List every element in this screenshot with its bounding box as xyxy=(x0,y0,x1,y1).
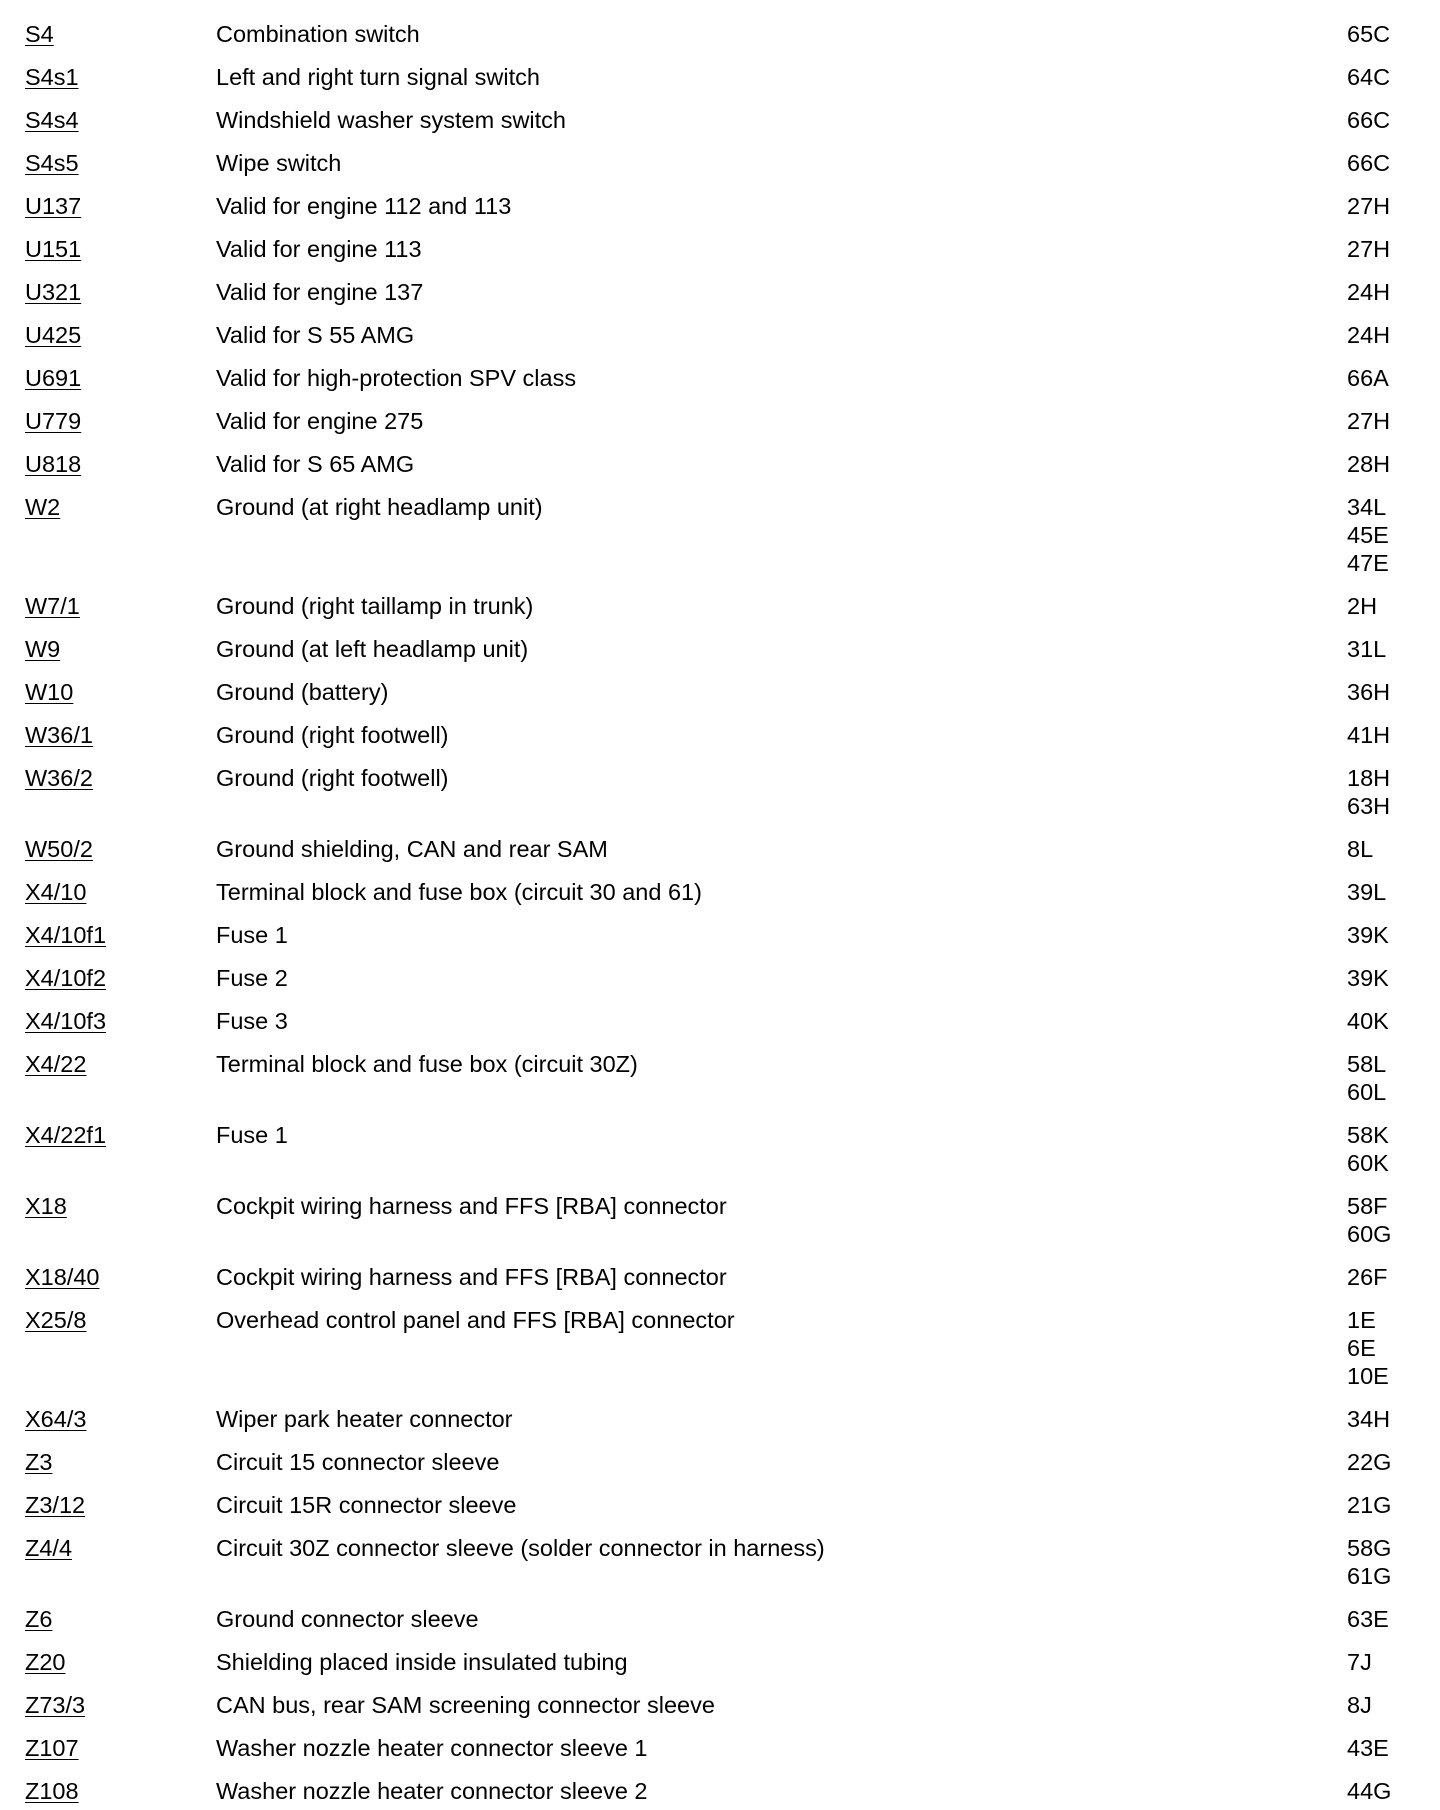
component-description: Fuse 3 xyxy=(216,1008,288,1034)
grid-location: 58G xyxy=(1347,1535,1392,1561)
grid-locations xyxy=(1347,1534,1437,1590)
component-code-link[interactable]: Z20 xyxy=(25,1649,66,1675)
component-code-link[interactable]: Z107 xyxy=(25,1735,79,1761)
grid-location: 39K xyxy=(1347,965,1389,991)
grid-locations xyxy=(1347,1605,1437,1633)
grid-location: 31L xyxy=(1347,636,1387,662)
grid-location: 26F xyxy=(1347,1264,1388,1290)
component-code-link[interactable]: X4/22 xyxy=(25,1051,87,1077)
grid-locations xyxy=(1347,149,1437,177)
grid-location: 24H xyxy=(1347,279,1391,305)
component-code-link[interactable]: X4/10f1 xyxy=(25,922,107,948)
component-code-link[interactable]: W9 xyxy=(25,636,61,662)
grid-location: 58K xyxy=(1347,1122,1389,1148)
component-description: Washer nozzle heater connector sleeve 1 xyxy=(216,1735,648,1761)
component-description: Terminal block and fuse box (circuit 30Z) xyxy=(216,1051,638,1077)
grid-location: 10E xyxy=(1347,1363,1389,1389)
component-code-link[interactable]: W10 xyxy=(25,679,74,705)
grid-locations xyxy=(1347,1007,1437,1035)
grid-locations xyxy=(1347,1691,1437,1719)
component-description: Ground (battery) xyxy=(216,679,389,705)
grid-location: 8J xyxy=(1347,1692,1372,1718)
grid-locations xyxy=(1347,450,1437,478)
component-description: Ground (at left headlamp unit) xyxy=(216,636,529,662)
component-code-link[interactable]: Z3 xyxy=(25,1449,53,1475)
grid-locations xyxy=(1347,235,1437,263)
grid-location: 63H xyxy=(1347,793,1391,819)
grid-location: 36H xyxy=(1347,679,1391,705)
component-description: Ground (right footwell) xyxy=(216,722,449,748)
component-code-link[interactable]: S4s5 xyxy=(25,150,79,176)
grid-location: 40K xyxy=(1347,1008,1389,1034)
grid-location: 34H xyxy=(1347,1406,1391,1432)
grid-location: 22G xyxy=(1347,1449,1392,1475)
component-code-link[interactable]: X18/40 xyxy=(25,1264,100,1290)
component-description: Valid for S 55 AMG xyxy=(216,322,415,348)
grid-location: 6E xyxy=(1347,1335,1376,1361)
component-description: Valid for engine 137 xyxy=(216,279,424,305)
component-description: Ground shielding, CAN and rear SAM xyxy=(216,836,608,862)
grid-location: 43E xyxy=(1347,1735,1389,1761)
grid-location: 66C xyxy=(1347,150,1391,176)
grid-locations xyxy=(1347,1050,1437,1106)
component-description: Valid for engine 112 and 113 xyxy=(216,193,512,219)
component-code-link[interactable]: Z6 xyxy=(25,1606,53,1632)
component-description: Ground (right taillamp in trunk) xyxy=(216,593,534,619)
grid-locations xyxy=(1347,1121,1437,1177)
grid-location: 60L xyxy=(1347,1079,1387,1105)
component-code-link[interactable]: U425 xyxy=(25,322,82,348)
component-code-link[interactable]: X18 xyxy=(25,1193,67,1219)
grid-location: 21G xyxy=(1347,1492,1392,1518)
component-code-link[interactable]: W50/2 xyxy=(25,836,93,862)
grid-location: 63E xyxy=(1347,1606,1389,1632)
grid-location: 58F xyxy=(1347,1193,1388,1219)
component-code-link[interactable]: U691 xyxy=(25,365,82,391)
component-description: Circuit 15R connector sleeve xyxy=(216,1492,517,1518)
grid-locations xyxy=(1347,592,1437,620)
component-code-link[interactable]: X64/3 xyxy=(25,1406,87,1432)
component-code-link[interactable]: S4 xyxy=(25,21,54,47)
component-description: Ground connector sleeve xyxy=(216,1606,479,1632)
component-code-link[interactable]: X25/8 xyxy=(25,1307,87,1333)
grid-locations xyxy=(1347,964,1437,992)
grid-locations xyxy=(1347,278,1437,306)
component-description: Cockpit wiring harness and FFS [RBA] connector xyxy=(216,1264,727,1290)
component-code-link[interactable]: W7/1 xyxy=(25,593,80,619)
component-code-link[interactable]: Z73/3 xyxy=(25,1692,86,1718)
grid-location: 60K xyxy=(1347,1150,1389,1176)
component-description: Overhead control panel and FFS [RBA] connector xyxy=(216,1307,735,1333)
grid-locations xyxy=(1347,1405,1437,1433)
component-description: Wipe switch xyxy=(216,150,342,176)
grid-locations xyxy=(1347,106,1437,134)
component-description: Terminal block and fuse box (circuit 30 and 61) xyxy=(216,879,702,905)
grid-location: 58L xyxy=(1347,1051,1387,1077)
component-code-link[interactable]: U321 xyxy=(25,279,82,305)
component-description: Ground (right footwell) xyxy=(216,765,449,791)
component-description: Shielding placed inside insulated tubing xyxy=(216,1649,628,1675)
grid-location: 41H xyxy=(1347,722,1391,748)
grid-locations xyxy=(1347,321,1437,349)
component-description: Washer nozzle heater connector sleeve 2 xyxy=(216,1778,648,1804)
grid-location: 27H xyxy=(1347,236,1391,262)
component-description: Valid for engine 113 xyxy=(216,236,422,262)
component-code-link[interactable]: U818 xyxy=(25,451,82,477)
grid-locations xyxy=(1347,1734,1437,1762)
grid-locations xyxy=(1347,1263,1437,1291)
grid-locations xyxy=(1347,678,1437,706)
grid-locations xyxy=(1347,1777,1437,1805)
grid-location: 8L xyxy=(1347,836,1374,862)
grid-location: 61G xyxy=(1347,1563,1392,1589)
component-code-link[interactable]: W36/1 xyxy=(25,722,93,748)
component-code-link[interactable]: X4/22f1 xyxy=(25,1122,107,1148)
component-description: Fuse 2 xyxy=(216,965,288,991)
grid-location: 47E xyxy=(1347,550,1389,576)
component-code-link[interactable]: U137 xyxy=(25,193,82,219)
grid-location: 45E xyxy=(1347,522,1389,548)
grid-locations xyxy=(1347,407,1437,435)
grid-locations xyxy=(1347,721,1437,749)
component-description: Fuse 1 xyxy=(216,922,288,948)
component-description: Valid for S 65 AMG xyxy=(216,451,415,477)
component-code-link[interactable]: Z108 xyxy=(25,1778,79,1804)
component-description: Wiper park heater connector xyxy=(216,1406,513,1432)
component-code-link[interactable]: W2 xyxy=(25,494,61,520)
component-code-link[interactable]: X4/10 xyxy=(25,879,87,905)
component-code-link[interactable]: U151 xyxy=(25,236,82,262)
component-code-link[interactable]: X4/10f2 xyxy=(25,965,107,991)
grid-location: 27H xyxy=(1347,408,1391,434)
component-code-link[interactable]: X4/10f3 xyxy=(25,1008,107,1034)
grid-location: 28H xyxy=(1347,451,1391,477)
grid-location: 2H xyxy=(1347,593,1378,619)
component-code-link[interactable]: S4s1 xyxy=(25,64,79,90)
grid-locations xyxy=(1347,364,1437,392)
grid-locations xyxy=(1347,493,1437,577)
component-description: Ground (at right headlamp unit) xyxy=(216,494,543,520)
grid-locations xyxy=(1347,764,1437,820)
grid-location: 65C xyxy=(1347,21,1391,47)
grid-location: 44G xyxy=(1347,1778,1392,1804)
grid-location: 66A xyxy=(1347,365,1389,391)
component-description: Combination switch xyxy=(216,21,420,47)
component-description: Left and right turn signal switch xyxy=(216,64,540,90)
grid-location: 34L xyxy=(1347,494,1387,520)
grid-locations xyxy=(1347,878,1437,906)
grid-locations xyxy=(1347,192,1437,220)
grid-locations xyxy=(1347,635,1437,663)
grid-location: 64C xyxy=(1347,64,1391,90)
grid-locations xyxy=(1347,1491,1437,1519)
grid-locations xyxy=(1347,921,1437,949)
grid-locations xyxy=(1347,20,1437,48)
component-description: Valid for engine 275 xyxy=(216,408,424,434)
component-description: Circuit 30Z connector sleeve (solder connector in harness) xyxy=(216,1535,825,1561)
component-code-link[interactable]: U779 xyxy=(25,408,82,434)
component-description: Valid for high-protection SPV class xyxy=(216,365,577,391)
component-description: CAN bus, rear SAM screening connector sleeve xyxy=(216,1692,715,1718)
grid-location: 1E xyxy=(1347,1307,1376,1333)
component-code-link[interactable]: S4s4 xyxy=(25,107,79,133)
grid-location: 18H xyxy=(1347,765,1391,791)
grid-location: 60G xyxy=(1347,1221,1392,1247)
grid-location: 7J xyxy=(1347,1649,1372,1675)
grid-locations xyxy=(1347,1448,1437,1476)
grid-location: 27H xyxy=(1347,193,1391,219)
grid-locations xyxy=(1347,1306,1437,1390)
grid-location: 39L xyxy=(1347,879,1387,905)
component-description: Fuse 1 xyxy=(216,1122,288,1148)
grid-location: 39K xyxy=(1347,922,1389,948)
component-description: Cockpit wiring harness and FFS [RBA] connector xyxy=(216,1193,727,1219)
component-code-link[interactable]: Z3/12 xyxy=(25,1492,86,1518)
grid-location: 66C xyxy=(1347,107,1391,133)
component-code-link[interactable]: Z4/4 xyxy=(25,1535,73,1561)
component-code-link[interactable]: W36/2 xyxy=(25,765,93,791)
grid-locations xyxy=(1347,1192,1437,1248)
grid-locations xyxy=(1347,63,1437,91)
component-description: Windshield washer system switch xyxy=(216,107,566,133)
grid-locations xyxy=(1347,1648,1437,1676)
component-description: Circuit 15 connector sleeve xyxy=(216,1449,500,1475)
grid-location: 24H xyxy=(1347,322,1391,348)
grid-locations xyxy=(1347,835,1437,863)
